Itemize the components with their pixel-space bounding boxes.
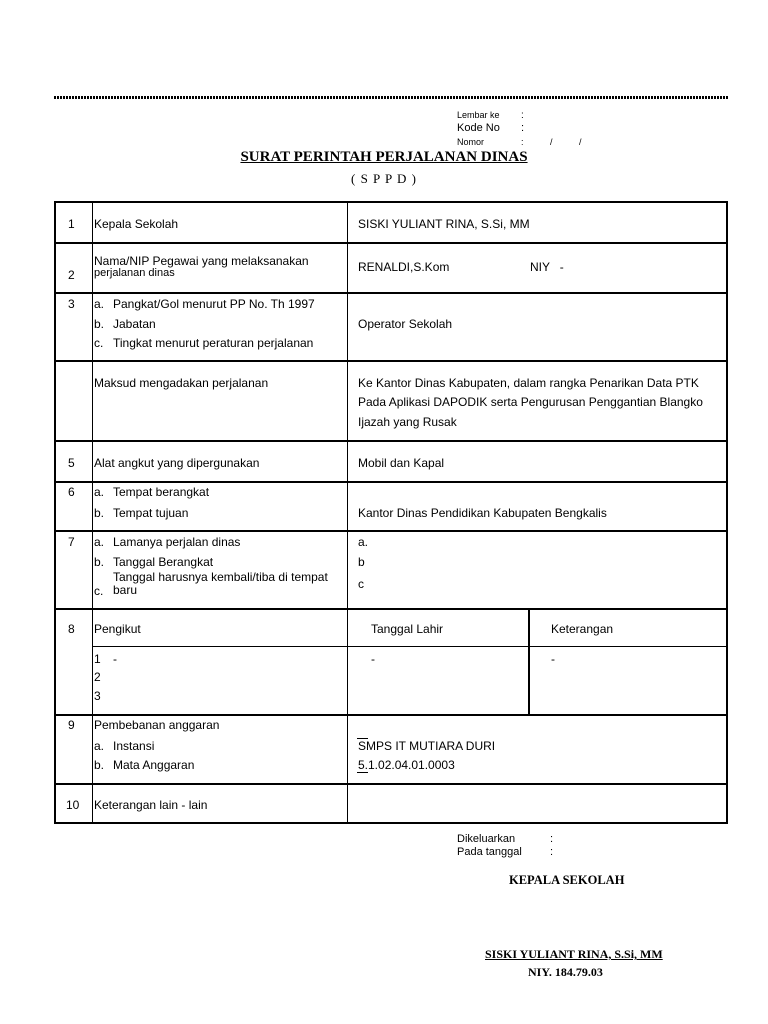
row8-keterangan-dash: - <box>551 652 555 666</box>
row-divider <box>54 530 728 532</box>
row4-value-line2: Pada Aplikasi DAPODIK serta Pengurusan Penggantian Blangko <box>358 395 703 409</box>
row7-c-text-line1: Tanggal harusnya kembali/tiba di tempat <box>113 570 328 584</box>
row8-item2: 2 <box>94 670 101 684</box>
row-divider <box>54 608 728 610</box>
nomor-label: Nomor <box>457 137 485 147</box>
row7-value-c: c <box>358 577 364 591</box>
row9-a-text: Instansi <box>113 739 155 753</box>
nomor-sep1: / <box>550 137 553 147</box>
kode-label: Kode No <box>457 122 500 134</box>
row-number: 6 <box>68 485 75 499</box>
row4-value-line3: Ijazah yang Rusak <box>358 415 457 429</box>
row2-label-line2: perjalanan dinas <box>94 267 175 279</box>
nomor-sep2: / <box>579 137 582 147</box>
row-divider <box>54 783 728 785</box>
row3-value: Operator Sekolah <box>358 317 453 331</box>
row6-b-marker: b. <box>94 506 105 520</box>
row-divider <box>54 481 728 483</box>
row9-instansi: SMPS IT MUTIARA DURI <box>358 739 496 753</box>
row3-c-text: Tingkat menurut peraturan perjalanan <box>113 336 314 350</box>
col-divider <box>92 201 93 824</box>
row9-a-marker: a. <box>94 739 105 753</box>
row-divider <box>54 292 728 294</box>
row-number: 9 <box>68 718 75 732</box>
col-divider <box>347 201 348 824</box>
row7-a-marker: a. <box>94 535 105 549</box>
row8-col-keterangan: Keterangan <box>551 622 614 636</box>
row-number: 8 <box>68 622 75 636</box>
row7-c-marker: c. <box>94 584 104 598</box>
row4-value-line1: Ke Kantor Dinas Kabupaten, dalam rangka Penarikan Data PTK <box>358 376 699 390</box>
row7-c-text-line2: baru <box>113 583 138 597</box>
row2-name: RENALDI,S.Kom <box>358 260 450 274</box>
lembar-label: Lembar ke <box>457 110 500 120</box>
signer-name: SISKI YULIANT RINA, S.Si, MM <box>485 947 663 961</box>
row-number: 3 <box>68 297 75 311</box>
row7-value-b: b <box>358 555 365 569</box>
row7-b-marker: b. <box>94 555 105 569</box>
row1-label: Kepala Sekolah <box>94 217 179 231</box>
dikeluarkan-label: Dikeluarkan <box>457 833 516 845</box>
row8-col-tanggal-lahir: Tanggal Lahir <box>371 622 444 636</box>
header-dotted-line <box>54 96 728 99</box>
row6-a-text: Tempat berangkat <box>113 485 210 499</box>
row2-label <box>94 255 309 279</box>
row7-value-a: a. <box>358 535 369 549</box>
row-divider <box>92 646 728 647</box>
edit-mark <box>357 772 368 773</box>
page-title <box>0 149 768 166</box>
row9-b-text: Mata Anggaran <box>113 758 195 772</box>
row3-b-text: Jabatan <box>113 317 156 331</box>
row1-value: SISKI YULIANT RINA, S.Si, MM <box>358 217 530 231</box>
dikeluarkan-colon: : <box>550 833 554 845</box>
row2-label-line1: Nama/NIP Pegawai yang melaksanakan <box>94 254 309 268</box>
col-divider <box>528 608 530 715</box>
kode-colon: : <box>521 122 525 134</box>
page-subtitle: ( S P P D ) <box>350 171 418 186</box>
row3-a-text: Pangkat/Gol menurut PP No. Th 1997 <box>113 297 315 311</box>
signer-niy: NIY. 184.79.03 <box>528 965 603 979</box>
row8-item1: 1 <box>94 652 101 666</box>
row-divider <box>54 714 728 716</box>
row-number: 7 <box>68 535 75 549</box>
row-divider <box>54 242 728 244</box>
row8-item3: 3 <box>94 689 101 703</box>
row9-mata-anggaran: 5.1.02.04.01.0003 <box>358 758 455 772</box>
row8-tanggal-dash: - <box>371 652 375 666</box>
row-number: 1 <box>68 217 75 231</box>
row3-a-marker: a. <box>94 297 105 311</box>
title-text: SURAT PERINTAH PERJALANAN DINAS <box>240 149 528 165</box>
row9-b-marker: b. <box>94 758 105 772</box>
row2-niy: NIY - <box>530 260 564 274</box>
row3-c-marker: c. <box>94 336 104 350</box>
pada-tanggal-colon: : <box>550 846 554 858</box>
row5-label: Alat angkut yang dipergunakan <box>94 456 260 470</box>
row9-label: Pembebanan anggaran <box>94 718 220 732</box>
row6-value: Kantor Dinas Pendidikan Kabupaten Bengkalis <box>358 506 607 520</box>
row7-c-text <box>113 571 328 597</box>
row8-label: Pengikut <box>94 622 141 636</box>
row-number: 5 <box>68 456 75 470</box>
row-number: 2 <box>68 268 75 282</box>
pada-tanggal-label: Pada tanggal <box>457 846 522 858</box>
row3-b-marker: b. <box>94 317 105 331</box>
row6-a-marker: a. <box>94 485 105 499</box>
row7-a-text: Lamanya perjalan dinas <box>113 535 241 549</box>
lembar-colon: : <box>521 110 524 121</box>
row-divider <box>54 440 728 442</box>
edit-mark <box>357 738 368 739</box>
row5-value: Mobil dan Kapal <box>358 456 445 470</box>
row10-label: Keterangan lain - lain <box>94 798 208 812</box>
nomor-colon: : <box>521 137 524 147</box>
row-number: 10 <box>66 798 80 812</box>
kepala-sekolah-title: KEPALA SEKOLAH <box>509 873 625 887</box>
row8-item1-dash: - <box>113 652 117 666</box>
row6-b-text: Tempat tujuan <box>113 506 189 520</box>
row7-b-text: Tanggal Berangkat <box>113 555 214 569</box>
row-divider <box>54 360 728 362</box>
row4-label: Maksud mengadakan perjalanan <box>94 376 269 390</box>
